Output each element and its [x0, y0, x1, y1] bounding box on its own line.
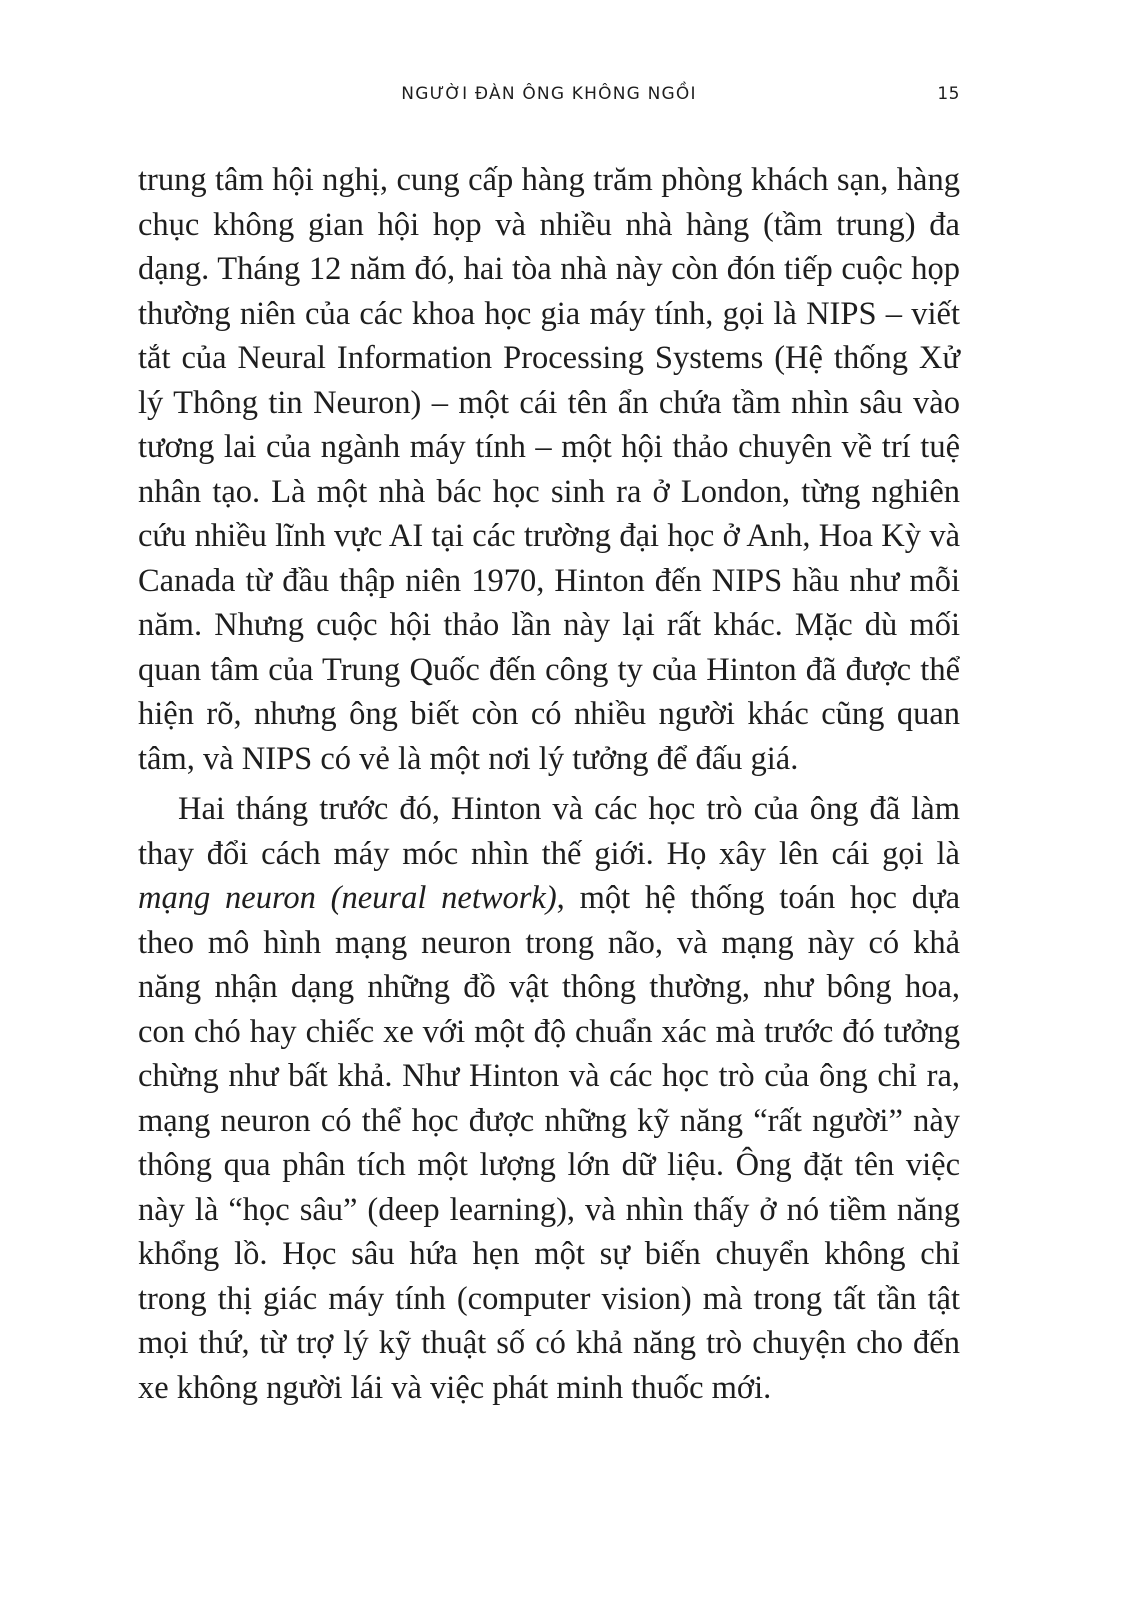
running-title: NGƯỜI ĐÀN ÔNG KHÔNG NGỒI [401, 84, 697, 104]
paragraph-1: trung tâm hội nghị, cung cấp hàng trăm phòng khách sạn, hàng chục không gian hội họp và nhiều nhà hàng (tầm trung) đa dạng. Tháng 12 năm đó, hai tòa nhà này còn đón tiếp cuộc họp thường niên của các khoa học gia máy tính, gọi là NIPS – viết tắt của Neural Information Processing Systems (Hệ thống Xử lý Thông tin Neuron) – một cái tên ẩn chứa tầm nhìn sâu vào tương lai của ngành máy tính – một hội thảo chuyên về trí tuệ nhân tạo. Là một nhà bác học sinh ra ở London, từng nghiên cứu nhiều lĩnh vực AI tại các trường đại học ở Anh, Hoa Kỳ và Canada từ đầu thập niên 1970, Hinton đến NIPS hầu như mỗi năm. Nhưng cuộc hội thảo lần này lại rất khác. Mặc dù mối quan tâm của Trung Quốc đến công ty của Hinton đã được thể hiện rõ, nhưng ông biết còn có nhiều người khác cũng quan tâm, và NIPS có vẻ là một nơi lý tưởng để đấu giá. [138, 162, 960, 777]
running-header [138, 84, 960, 108]
body-text [138, 158, 960, 1410]
paragraph-2-rest: , một hệ thống toán học dựa theo mô hình mạng neuron trong não, và mạng này có khả năng nhận dạng những đồ vật thông thường, như bông hoa, con chó hay chiếc xe với một độ chuẩn xác mà trước đó tưởng chừng như bất khả. Như Hinton và các học trò của ông chỉ ra, mạng neuron có thể học được những kỹ năng “rất người” này thông qua phân tích một lượng lớn dữ liệu. Ông đặt tên việc này là “học sâu” (deep learning), và nhìn thấy ở nó tiềm năng khổng lồ. Học sâu hứa hẹn một sự biến chuyển không chỉ trong thị giác máy tính (computer vision) mà trong tất tần tật mọi thứ, từ trợ lý kỹ thuật số có khả năng trò chuyện cho đến xe không người lái và việc phát minh thuốc mới. [138, 880, 960, 1406]
page-number: 15 [937, 84, 960, 104]
paragraph-2 [138, 787, 960, 1410]
italic-term: mạng neuron (neural network) [138, 880, 557, 916]
paragraph-2-intro: Hai tháng trước đó, Hinton và các học trò của ông đã làm thay đổi cách máy móc nhìn thế giới. Họ xây lên cái gọi là [138, 791, 960, 872]
